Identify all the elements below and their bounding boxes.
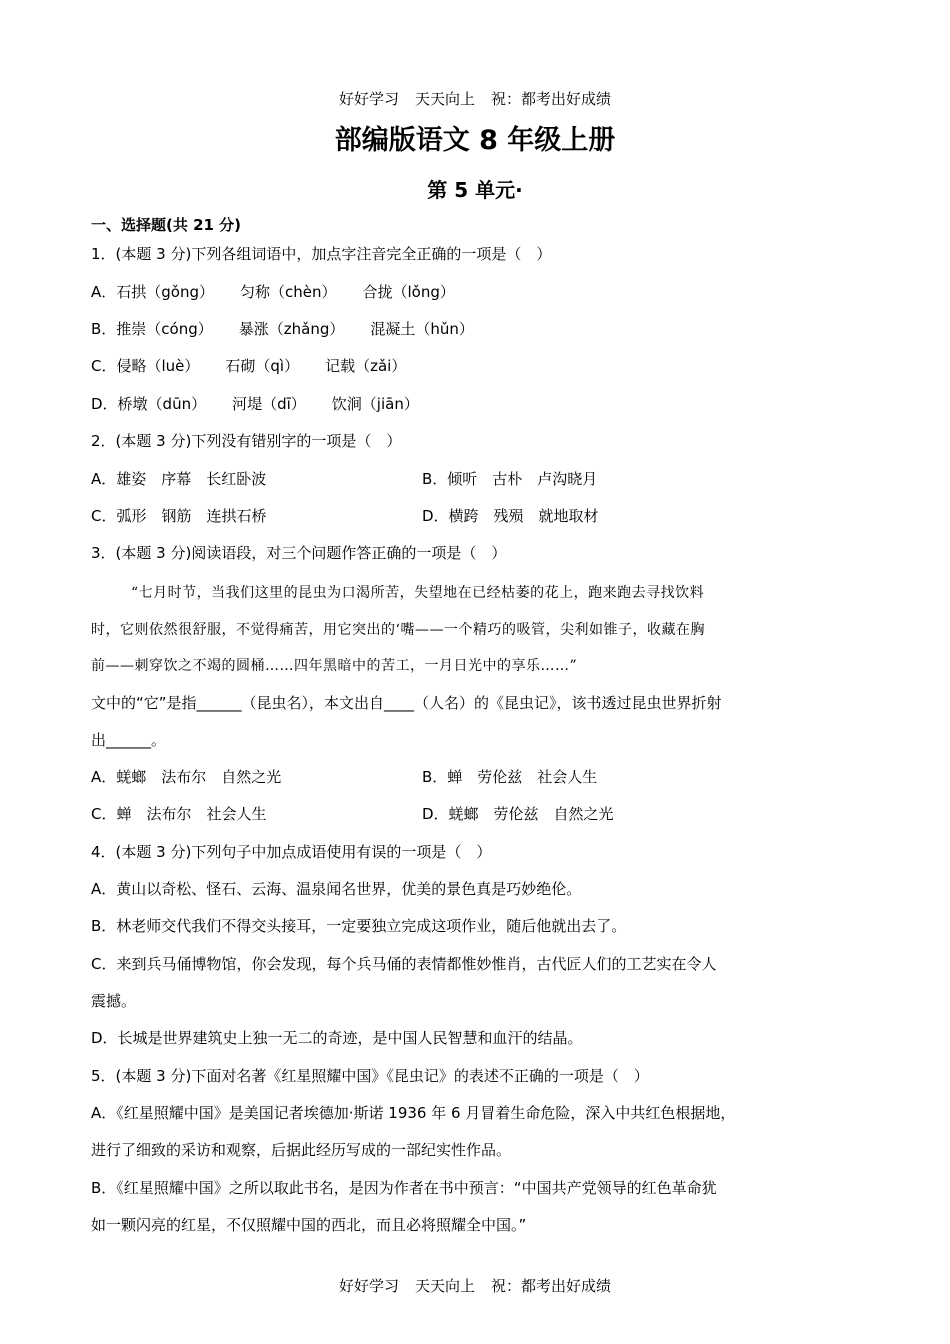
q1-c-3: 记载（zǎi）: [325, 357, 407, 375]
footer-motto-2: 天天向上: [414, 1277, 475, 1295]
q1-b-3: 混凝土（hǔn）: [370, 320, 474, 338]
q1-d-3: 饮涧（jiān）: [331, 395, 419, 413]
q1-a-3: 合拢（lǒng）: [362, 283, 455, 301]
section-heading: 一、选择题(共 21 分): [91, 216, 242, 234]
page-title: 部编版语文 8 年级上册: [334, 125, 616, 156]
q4-option-a: A．黄山以奇松、怪石、云海、温泉闻名世界，优美的景色真是巧妙绝伦。: [91, 880, 582, 898]
q4-option-c-line-2: 震撼。: [91, 992, 137, 1010]
q1-c-1: C．侵略（luè）: [91, 357, 200, 375]
header-motto-3: 祝：都考出好成绩: [491, 90, 612, 108]
q3-stem: 3．(本题 3 分)阅读语段，对三个问题作答正确的一项是（ ）: [91, 544, 507, 562]
footer-motto-3: 祝：都考出好成绩: [491, 1277, 612, 1295]
footer-motto-1: 好好学习: [338, 1277, 399, 1295]
q3-option-a: A．蜣螂 法布尔 自然之光: [91, 768, 282, 786]
q2-option-b: B．倾听 古朴 卢沟晓月: [422, 470, 598, 488]
q1-option-d: [91, 393, 445, 414]
q2-option-d: D．横跨 残殒 就地取材: [422, 507, 599, 525]
q4-option-c-line-1: C．来到兵马俑博物馆，你会发现，每个兵马俑的表情都惟妙惟肖，古代匠人们的工艺实在令人: [91, 955, 717, 973]
q4-option-b: B．林老师交代我们不得交头接耳，一定要独立完成这项作业，随后他就出去了。: [91, 917, 627, 935]
q5-option-a-line-2: 进行了细致的采访和观察，后据此经历写成的一部纪实性作品。: [91, 1141, 512, 1159]
q3-question-line-1: 文中的“它”是指______（昆虫名），本文出自____（人名）的《昆虫记》，该书透过昆虫世界折射: [91, 694, 722, 712]
q5-option-a-line-1: A．《红星照耀中国》是美国记者埃德加·斯诺 1936 年 6 月冒着生命危险，深入中共红色根据地，: [91, 1104, 736, 1122]
q1-d-2: 河堤（dī）: [232, 395, 306, 413]
q3-passage-line-2: 时，它则依然很舒服，不觉得痛苦，用它突出的‘嘴——一个精巧的吸管，尖利如锥子，收藏在胸: [91, 622, 705, 638]
q1-b-1: B．推崇（cóng）: [91, 320, 213, 338]
header-motto-1: 好好学习: [338, 90, 399, 108]
q1-d-1: D．桥墩（dūn）: [91, 395, 207, 413]
q1-stem: 1．(本题 3 分)下列各组词语中，加点字注音完全正确的一项是（ ）: [91, 245, 552, 263]
q1-option-c: [91, 355, 432, 376]
q1-option-a: [91, 281, 481, 302]
q5-stem: 5．(本题 3 分)下面对名著《红星照耀中国》《昆虫记》的表述不正确的一项是（ ）: [91, 1067, 649, 1085]
q3-question-line-2: 出______。: [91, 731, 167, 749]
unit-subtitle: 第 5 单元·: [427, 178, 523, 202]
q1-b-2: 暴涨（zhǎng）: [238, 320, 345, 338]
q2-stem: 2．(本题 3 分)下列没有错别字的一项是（ ）: [91, 432, 402, 450]
q5-option-b-line-1: B．《红星照耀中国》之所以取此书名，是因为作者在书中预言：“中国共产党领导的红色革命犹: [91, 1179, 717, 1197]
q3-passage-line-3: 前——刺穿饮之不竭的圆桶……四年黑暗中的苦工，一月日光中的享乐……”: [91, 658, 578, 674]
q4-stem: 4．(本题 3 分)下列句子中加点成语使用有误的一项是（ ）: [91, 843, 492, 861]
q2-option-a: A．雄姿 序幕 长红卧波: [91, 470, 267, 488]
header-motto-2: 天天向上: [414, 90, 475, 108]
page-footer: [0, 1275, 950, 1296]
q1-c-2: 石砌（qì）: [225, 357, 300, 375]
q3-passage-line-1: “七月时节，当我们这里的昆虫为口渴所苦，失望地在已经枯萎的花上，跑来跑去寻找饮料: [131, 585, 705, 601]
q3-option-c: C．蝉 法布尔 社会人生: [91, 805, 267, 823]
q5-option-b-line-2: 如一颗闪亮的红星，不仅照耀中国的西北，而且必将照耀全中国。”: [91, 1216, 527, 1234]
q1-a-2: 匀称（chèn）: [240, 283, 337, 301]
page-header: [0, 88, 950, 109]
q1-a-1: A．石拱（gǒng）: [91, 283, 214, 301]
q2-option-c: C．弧形 钢筋 连拱石桥: [91, 507, 267, 525]
q3-option-b: B．蝉 劳伦兹 社会人生: [422, 768, 598, 786]
q4-option-d: D．长城是世界建筑史上独一无二的奇迹，是中国人民智慧和血汗的结晶。: [91, 1029, 583, 1047]
q1-option-b: [91, 318, 500, 339]
q3-option-d: D．蜣螂 劳伦兹 自然之光: [422, 805, 614, 823]
